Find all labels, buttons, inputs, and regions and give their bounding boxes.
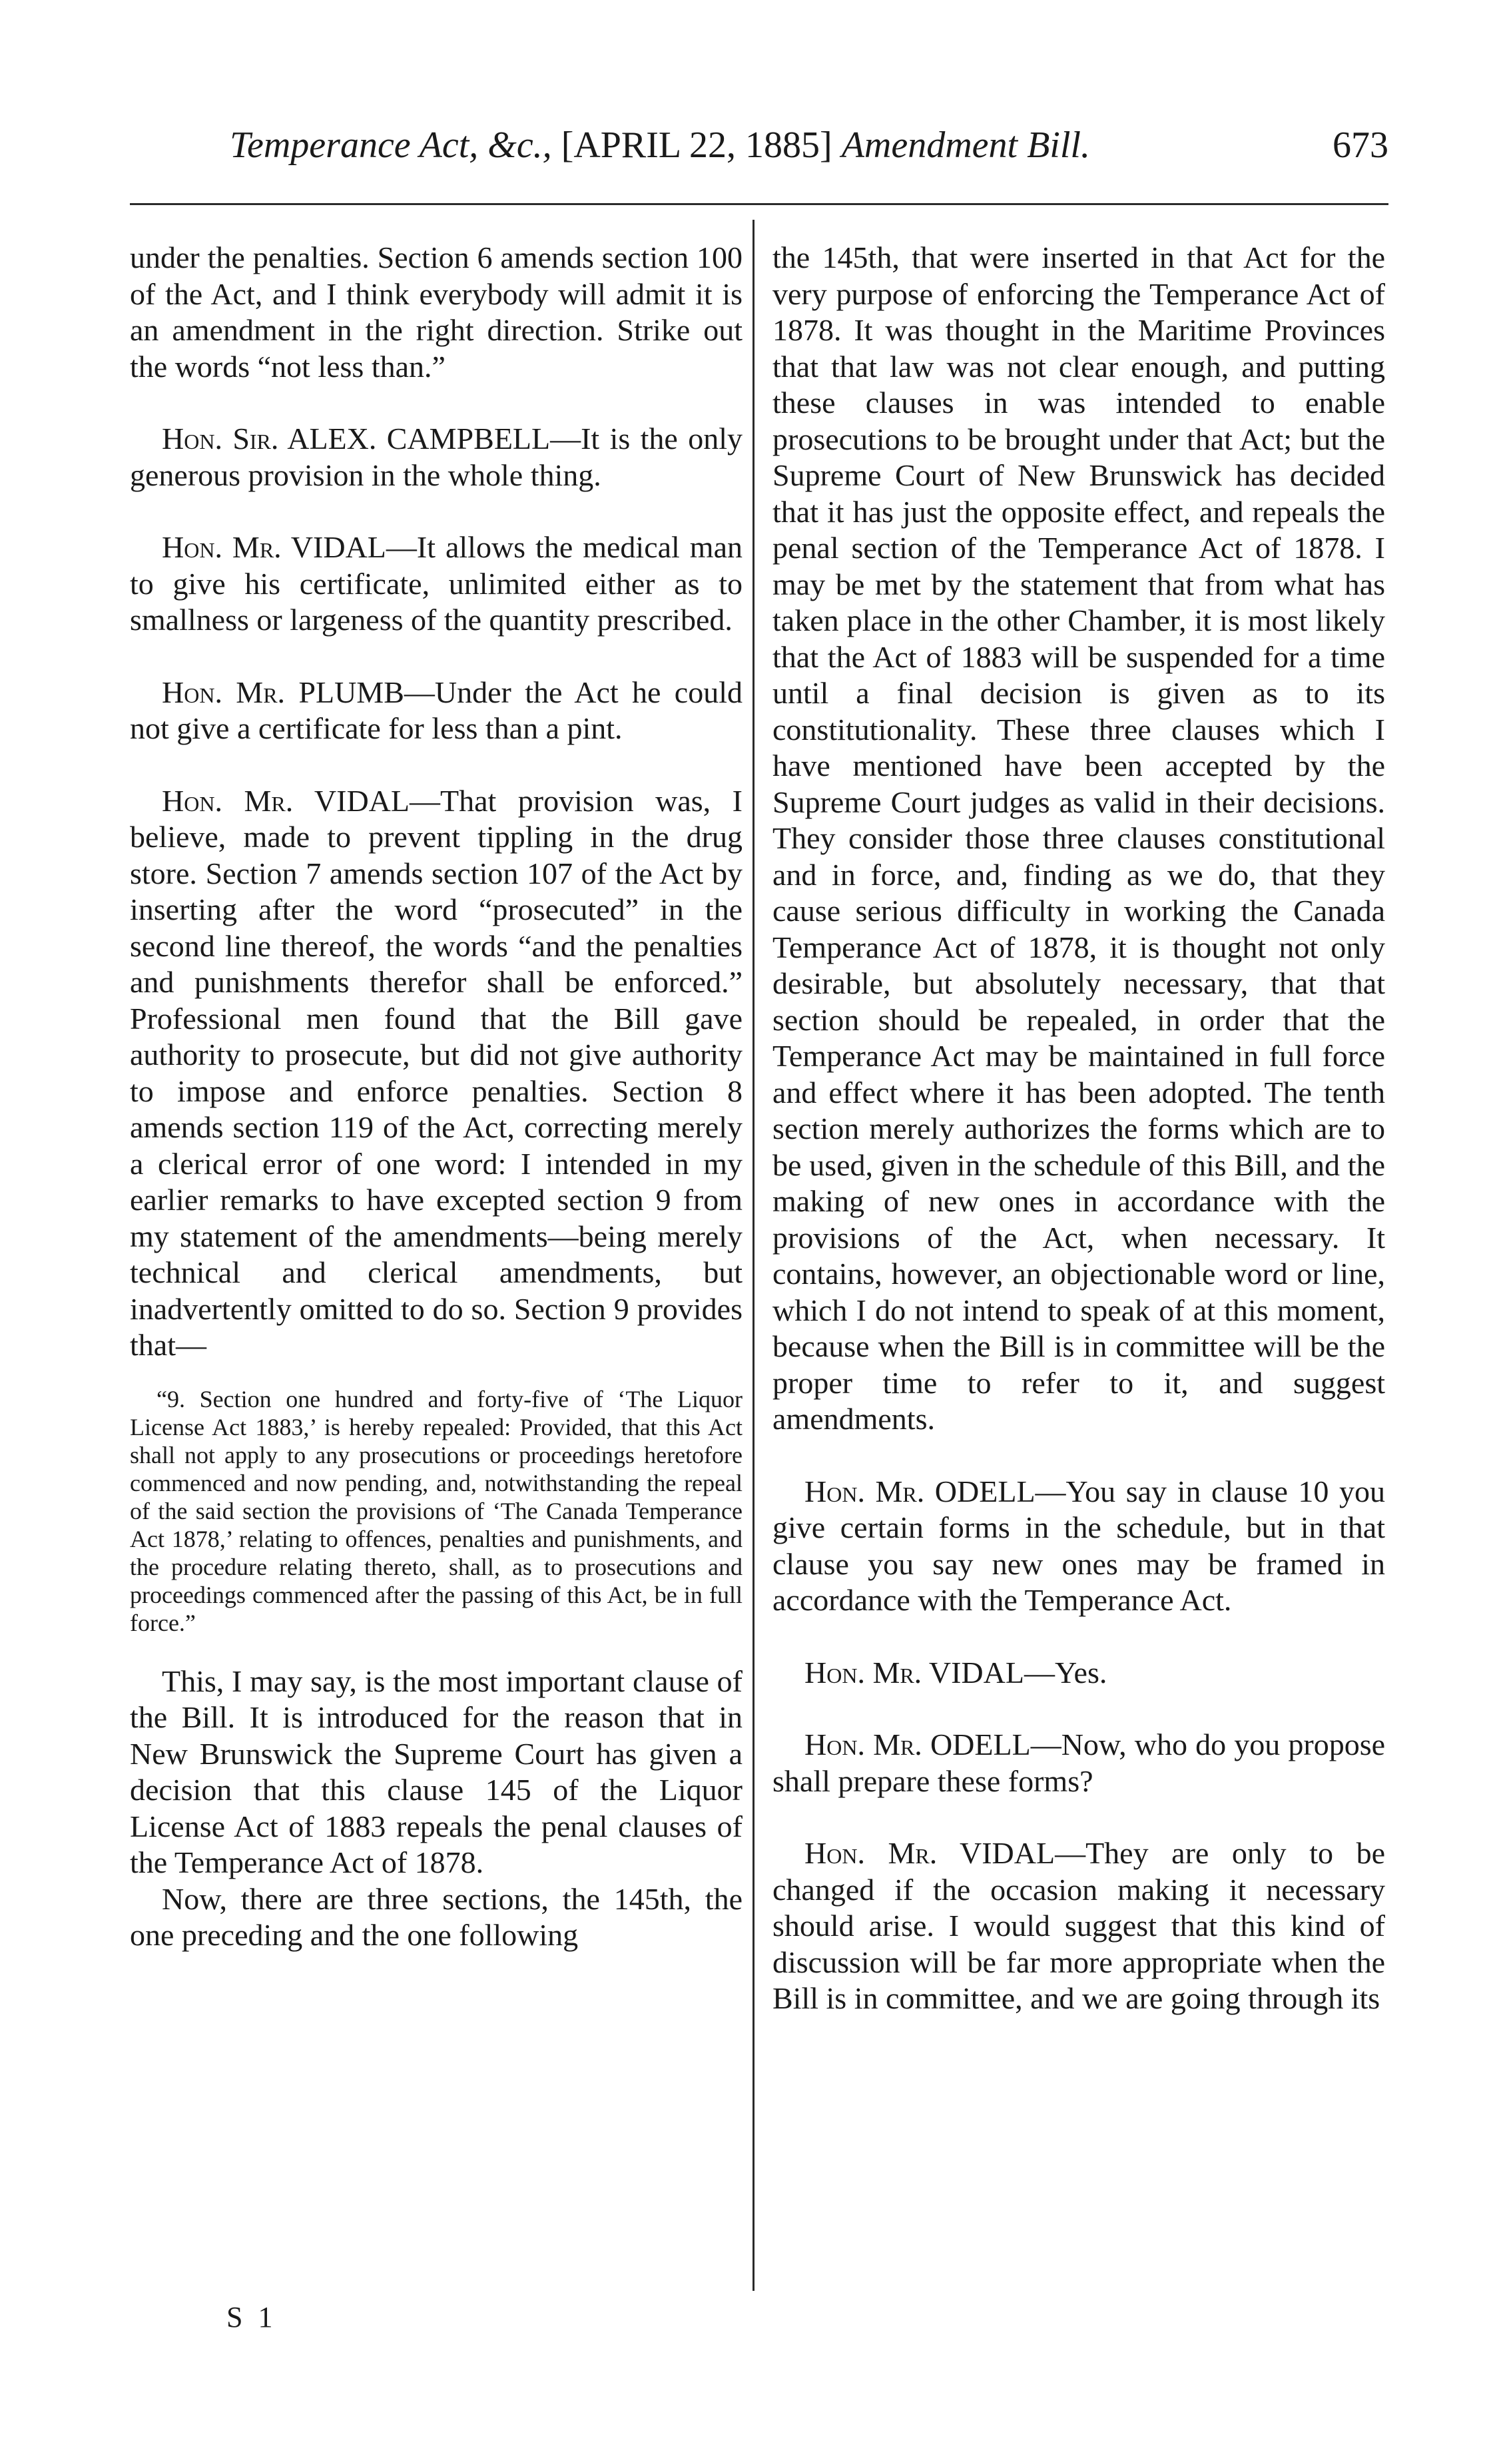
speech-vidal-2 [130, 783, 743, 1364]
left-column [130, 240, 743, 1954]
running-title-date: [APRIL 22, 1885] [561, 125, 842, 166]
paragraph-important-clause: This, I may say, is the most important clause of the Bill. It is introduced for the reason that in New Brunswick the Supreme Court has given a decision that this clause 145 of the Liquor License Act of 1883 repeals the penal clauses of the Temperance Act of 1878. [130, 1664, 743, 1879]
running-title-part-2: Amendment Bill. [841, 125, 1090, 166]
speech-vidal-4 [772, 1835, 1385, 2017]
speech-text: —Now, who do you propose shall prepare these forms? [772, 1727, 1386, 1798]
speech-text: —It is the only generous provision in the whole thing. [130, 422, 743, 492]
quoted-section-9: “9. Section one hundred and forty-five of ‘The Liquor License Act 1883,’ is hereby repealed: Provided, that this Act shall not apply to any prosecutions or proceedings heretofore commenced and now pending, and, notwithstanding the repeal of the said section the provisions of ‘The Canada Temperance Act 1878,’ relating to offences, penalties and punishments, and the procedure relating thereto, shall, as to prosecutions and proceedings commenced after the passing of this Act, be in full force.” [130, 1385, 743, 1636]
page-header [130, 119, 1388, 172]
speech-text: —Yes. [1024, 1655, 1107, 1690]
running-title [230, 119, 1090, 172]
speaker-name: Hon. Mr. PLUMB [162, 675, 404, 709]
speech-text: —You say in clause 10 you give certain forms in the schedule, but in that clause you say new ones may be framed in accordance with the Temperance Act. [772, 1474, 1385, 1617]
speaker-name: Hon. Mr. VIDAL [162, 530, 386, 564]
right-column [772, 240, 1385, 2017]
speech-odell-1 [772, 1474, 1385, 1619]
paragraph-continuation: the 145th, that were inserted in that Act for the very purpose of enforcing the Temperance Act of 1878. It was thought in the Maritime Provinces that that law was not clear enough, and putting these clauses in was intended to enable prosecutions to be brought under that Act; but the Supreme Court of New Brunswick has decided that it has just the opposite effect, and repeals the penal section of the Temperance Act of 1878. I may be met by the statement that from what has taken place in the other Chamber, it is most likely that the Act of 1883 will be suspended for a time until a final decision is given as to its constitutionality. These three clauses which I have mentioned have been accepted by the Supreme Court judges as valid in their decisions. They consider those three clauses constitutional and in force, and, finding as we do, that they cause serious difficulty in working the Canada Temperance Act of 1878, it is thought not only desirable, but absolutely necessary, that that section should be repealed, in order that the Temperance Act may be maintained in full force and effect where it has been adopted. The tenth section merely authorizes the forms which are to be used, given in the schedule of this Bill, and the making of new ones in accordance with the provisions of the Act, when necessary. It contains, however, an objectionable word or line, which I do not intend to speak of at this moment, because when the Bill is in committee will be the proper time to refer to it, and suggest amendments. [772, 240, 1385, 1436]
speaker-name: Hon. Mr. ODELL [804, 1474, 1036, 1508]
speaker-name: Hon. Mr. ODELL [804, 1727, 1031, 1761]
speaker-name: Hon. Mr. VIDAL [804, 1655, 1024, 1690]
header-rule [130, 203, 1388, 205]
paragraph-continuation: under the penalties. Section 6 amends section 100 of the Act, and I think everybody will admit it is an amendment in the right direction. Strike out the words “not less than.” [130, 240, 743, 384]
speech-text: —They are only to be changed if the occasion making it necessary should arise. I would suggest that this kind of discussion will be far more appropriate when the Bill is in committee, and we are going through its [772, 1836, 1385, 2015]
speech-campbell [130, 421, 743, 493]
speech-vidal-1 [130, 529, 743, 639]
running-title-part-1: Temperance Act, &c., [230, 125, 561, 166]
paragraph-three-sections: Now, there are three sections, the 145th, the one preceding and the one following [130, 1881, 743, 1952]
speech-plumb [130, 675, 743, 747]
speaker-name: Hon. Sir. ALEX. CAMPBELL [162, 422, 551, 456]
page-number: 673 [1333, 125, 1388, 166]
speech-text: —That provision was, I believe, made to prevent tippling in the drug store. Section 7 amends section 107 of the Act by inserting after the word “prosecuted” in the second line thereof, the words “and the penalties and punishments therefor shall be enforced.” Professional men found that the Bill gave authority to prosecute, but did not give authority to impose and enforce penalties. Section 8 amends section 119 of the Act, correcting merely a clerical error of one word: I intended in my earlier remarks to have excepted section 9 from my statement of the amendments—being merely technical and clerical amendments, but inadvertently omitted to do so. Section 9 provides that— [130, 783, 743, 1362]
speech-vidal-3 [772, 1655, 1385, 1692]
column-divider [752, 220, 754, 2291]
speech-text: —It allows the medical man to give his certificate, unlimited either as to smallness or largeness of the quantity prescribed. [130, 530, 743, 637]
speaker-name: Hon. Mr. VIDAL [804, 1836, 1055, 1870]
speech-odell-2 [772, 1727, 1385, 1799]
speaker-name: Hon. Mr. VIDAL [162, 783, 410, 818]
signature-mark: S 1 [226, 2301, 277, 2333]
speech-text: —Under the Act he could not give a certificate for less than a pint. [130, 675, 743, 745]
